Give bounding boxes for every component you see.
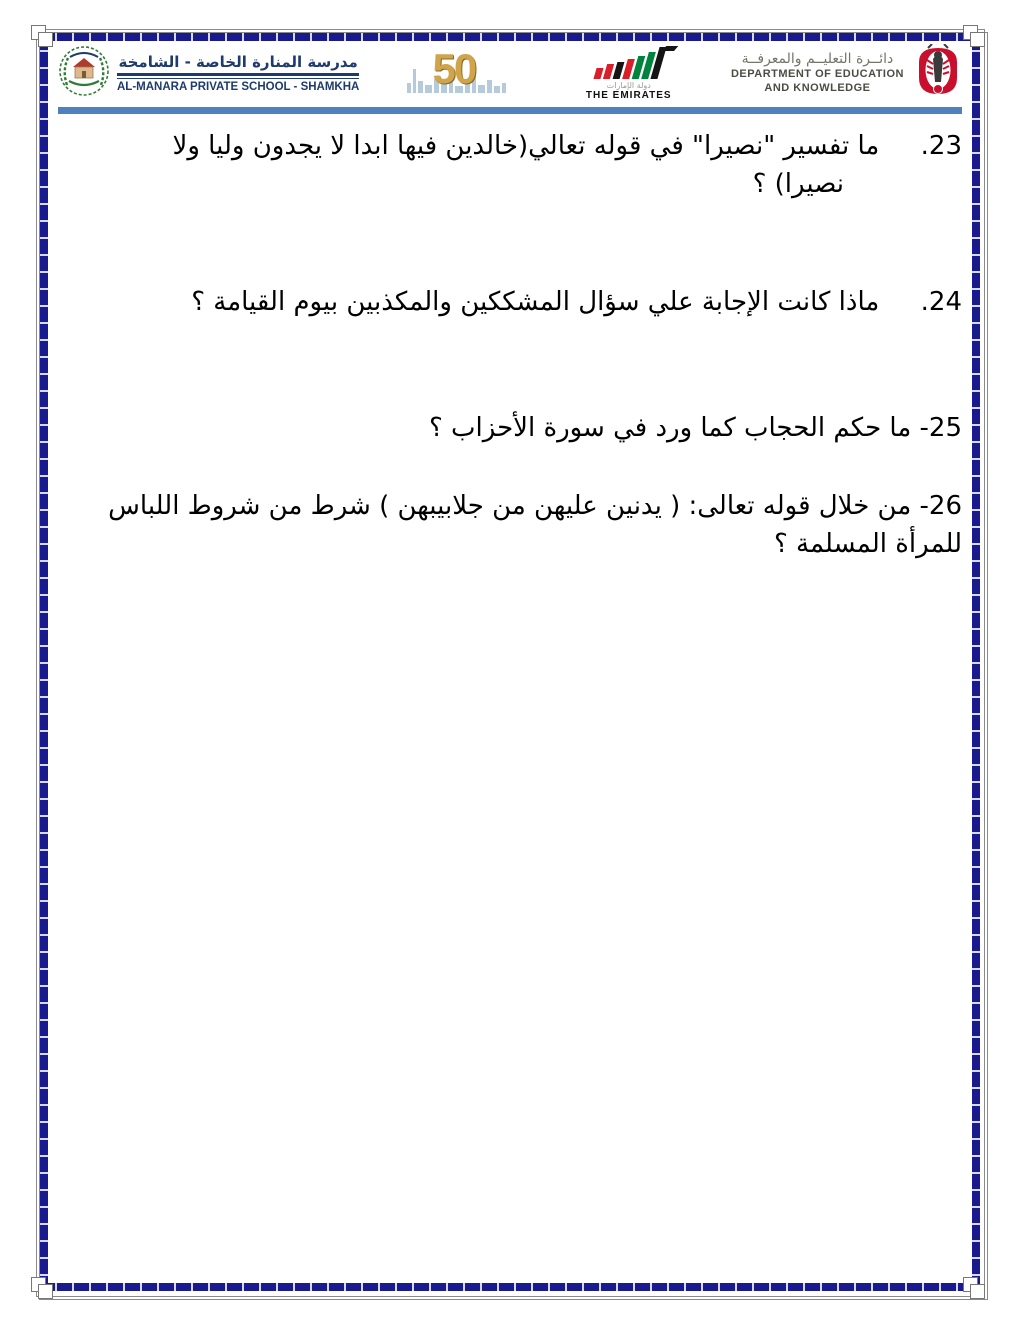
anniversary-number: 50 bbox=[432, 45, 476, 92]
border-corner-icon bbox=[970, 32, 985, 47]
border-corner-icon bbox=[38, 1284, 53, 1299]
adek-block bbox=[731, 44, 962, 102]
adek-name-english-line2: AND KNOWLEDGE bbox=[764, 82, 871, 94]
school-name-english: AL-MANARA PRIVATE SCHOOL - SHAMKHA bbox=[117, 81, 360, 93]
school-name-arabic: مدرسة المنارة الخاصة - الشامخة bbox=[118, 53, 358, 71]
uae-flag-strokes-icon bbox=[595, 45, 662, 79]
question-line: نصيرا) ؟ bbox=[752, 169, 844, 199]
border-corner-icon bbox=[38, 32, 53, 47]
question-line: 26- من خلال قوله تعالى: ( يدنين عليهن من جلابيبهن ) شرط من شروط اللباس bbox=[108, 491, 962, 521]
page-border-left bbox=[40, 33, 48, 1291]
adek-text bbox=[731, 51, 904, 95]
emirates-brand-block bbox=[574, 45, 684, 101]
header bbox=[58, 44, 962, 102]
school-logo-icon bbox=[58, 45, 110, 101]
school-block bbox=[58, 45, 359, 101]
page-border-bottom bbox=[40, 1283, 980, 1291]
adek-name-arabic: دائــرة التعليــم والمعرفــة bbox=[741, 51, 894, 67]
question-line: 23. ما تفسير "نصيرا" في قوله تعالي(خالدين فيها ابدا لا يجدون وليا ولا bbox=[172, 131, 962, 161]
question-block bbox=[58, 127, 962, 203]
school-name-divider bbox=[117, 73, 359, 79]
question-block bbox=[58, 487, 962, 563]
border-corner-icon bbox=[970, 1284, 985, 1299]
question-line: 25- ما حكم الحجاب كما ورد في سورة الأحزاب ؟ bbox=[428, 413, 962, 443]
question-line: للمرأة المسلمة ؟ bbox=[773, 529, 962, 559]
school-names bbox=[117, 53, 359, 93]
adek-name-english-line1: DEPARTMENT OF EDUCATION bbox=[730, 68, 904, 80]
questions bbox=[58, 127, 962, 563]
adek-falcon-emblem-icon bbox=[914, 44, 962, 102]
page-border-top bbox=[40, 33, 980, 41]
emirates-label-english: THE EMIRATES bbox=[585, 90, 672, 101]
page-content bbox=[58, 44, 962, 563]
header-divider-rule bbox=[58, 107, 962, 114]
question-block bbox=[58, 409, 962, 447]
emirates-label-arabic: دولة الإمارات bbox=[606, 81, 651, 90]
page-border-right bbox=[972, 33, 980, 1291]
uae-50th-anniversary-logo-icon bbox=[407, 45, 527, 97]
question-line: 24. ماذا كانت الإجابة علي سؤال المشككين والمكذبين بيوم القيامة ؟ bbox=[191, 287, 962, 317]
question-block bbox=[58, 283, 962, 321]
